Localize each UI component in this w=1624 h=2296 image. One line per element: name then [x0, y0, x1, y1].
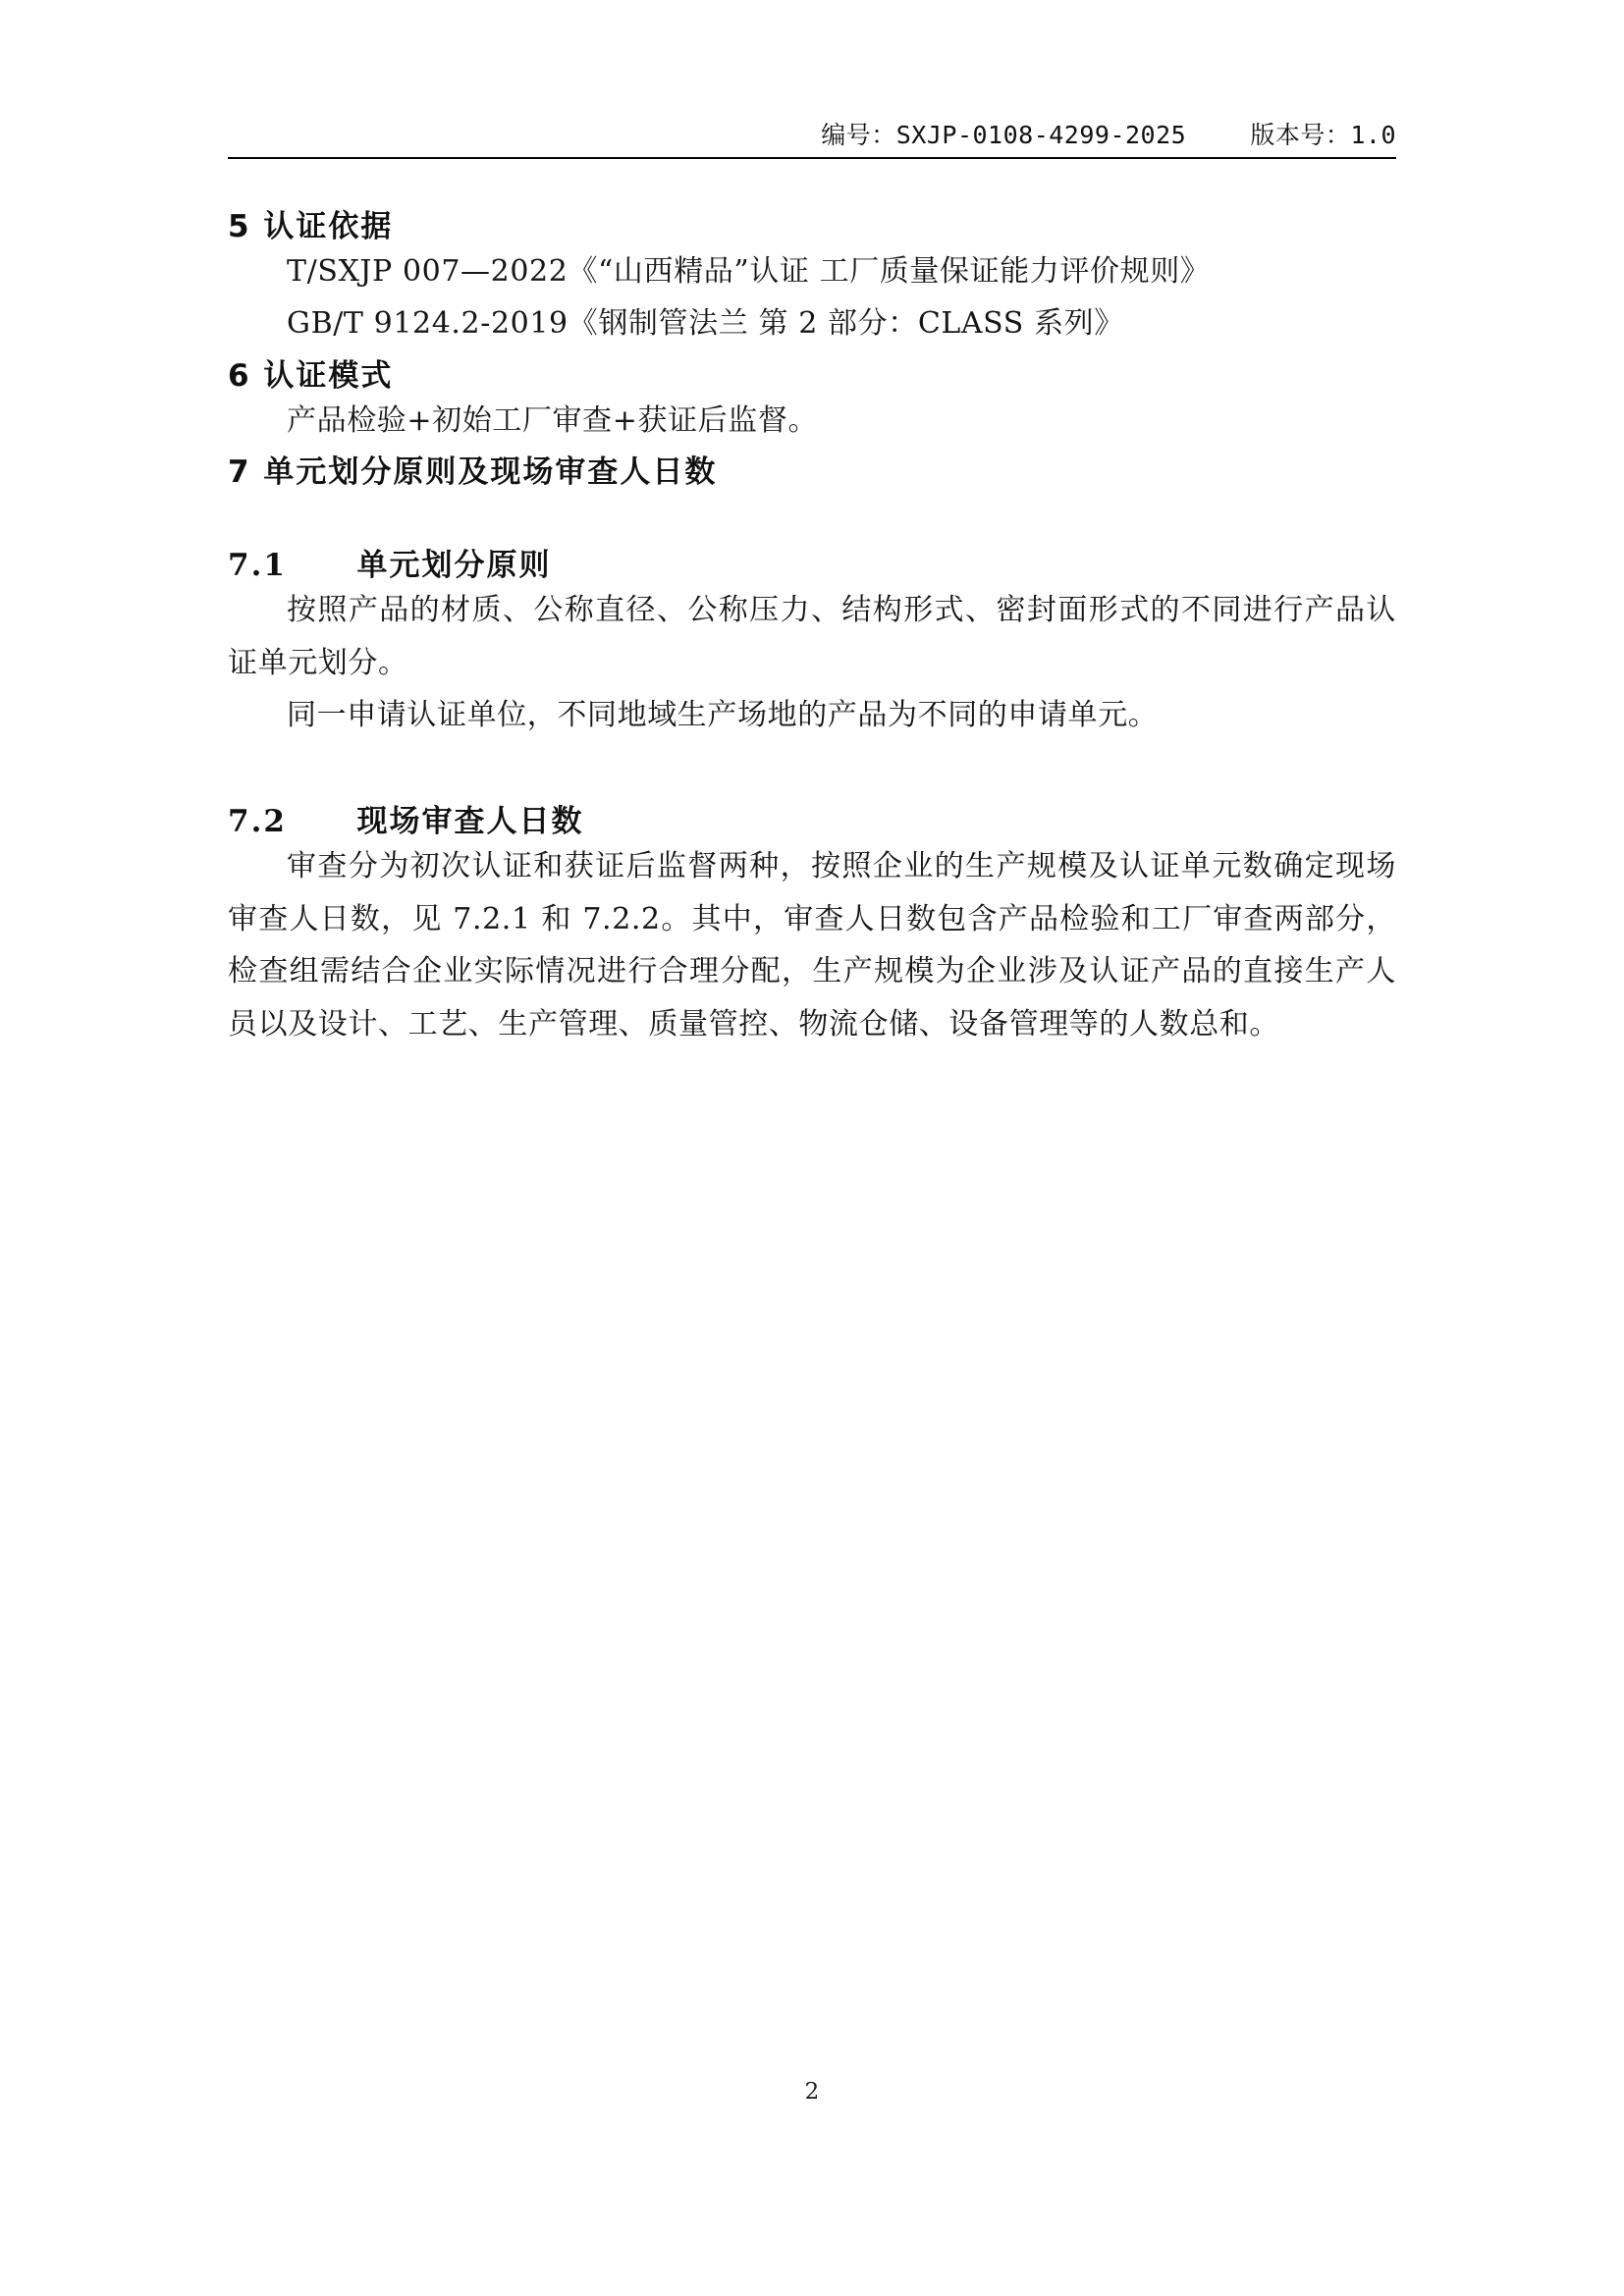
section-heading-7: 7 单元划分原则及现场审查人日数	[228, 454, 718, 491]
section-heading-6: 6 认证模式	[228, 357, 394, 394]
subsection-7-1-title: 单元划分原则	[356, 548, 552, 584]
document-number: 编号：SXJP-0108-4299-2025	[821, 121, 1187, 149]
page-footer	[0, 2079, 1624, 2105]
page-header	[228, 116, 1396, 151]
subsection-7-2-number: 7.2	[228, 804, 287, 840]
section-5-paragraph-1: T/SXJP 007—2022《“山西精品”认证 工厂质量保证能力评价规则》	[287, 254, 1211, 289]
section-5-paragraph-2: GB/T 9124.2-2019《钢制管法兰 第 2 部分：CLASS 系列》	[287, 306, 1124, 342]
document-body	[228, 201, 1396, 1050]
section-heading-5: 5 认证依据	[228, 209, 394, 244]
section-7-1-paragraph-2: 同一申请认证单位，不同地域生产场地的产品为不同的申请单元。	[287, 697, 1159, 732]
header-divider	[228, 157, 1396, 159]
section-7-2-paragraph-1: 审查分为初次认证和获证后监督两种，按照企业的生产规模及认证单元数确定现场审查人日数，见 7.2.1 和 7.2.2。其中，审查人日数包含产品检验和工厂审查两部分，检查组需结合企业实际情况进行合理分配，生产规模为企业涉及认证产品的直接生产人员以及设计、工艺、生产管理、质量管控、物流仓储、设备管理等的人数总和。	[228, 849, 1396, 1041]
document-version: 版本号：1.0	[1250, 121, 1396, 149]
subsection-heading-7-1	[228, 540, 1396, 584]
subsection-7-1-number: 7.1	[228, 548, 287, 584]
section-6-paragraph-1: 产品检验+初始工厂审查+获证后监督。	[287, 402, 819, 438]
subsection-heading-7-2	[228, 796, 1396, 840]
page-number: 2	[804, 2079, 820, 2105]
subsection-7-2-title: 现场审查人日数	[356, 804, 584, 840]
section-7-1-paragraph-1: 按照产品的材质、公称直径、公称压力、结构形式、密封面形式的不同进行产品认证单元划分。	[228, 593, 1396, 680]
